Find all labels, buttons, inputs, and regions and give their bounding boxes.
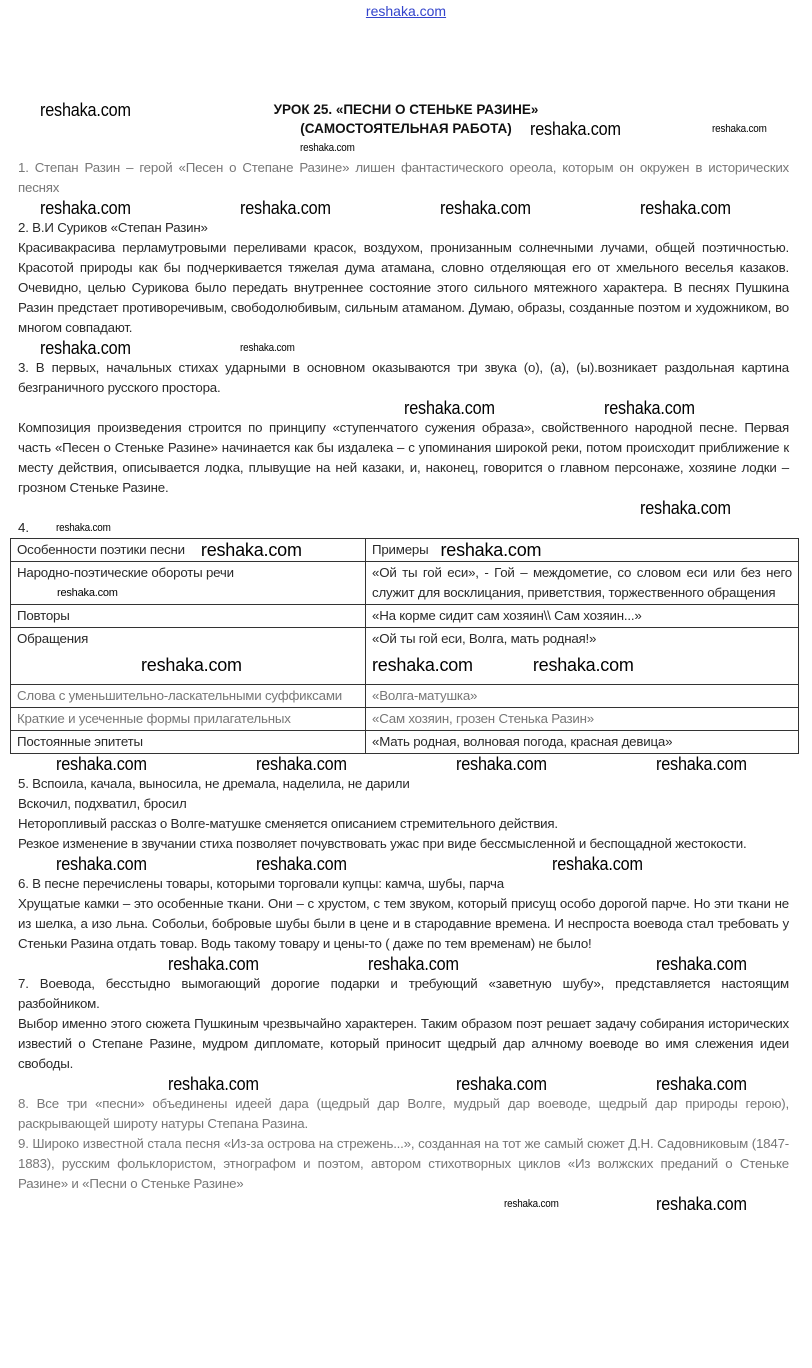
table-cell: Краткие и усеченные формы прилагательных [11, 708, 366, 731]
answer-3a [18, 358, 789, 398]
table-cell: «На корме сидит сам хозяин\\ Сам хозяин...» [366, 605, 799, 628]
answer-5-line: Неторопливый рассказ о Волге-матушке сменяется описанием стремительного действия. [18, 816, 558, 831]
watermark: reshaka.com [456, 754, 547, 774]
table-row [11, 562, 799, 605]
watermark: reshaka.com [640, 498, 731, 518]
watermark: reshaka.com [240, 342, 295, 354]
watermark: reshaka.com [256, 754, 347, 774]
watermark: reshaka.com [256, 854, 347, 874]
table-cell [11, 685, 366, 708]
watermark: reshaka.com [141, 655, 242, 675]
watermark: reshaka.com [240, 198, 331, 218]
answer-6-text-a: 6. В песне перечислены товары, которыми торговали купцы: камча, шубы, парча [18, 876, 504, 891]
table-cell-text: «Ой ты гой еси», - Гой – междометие, со словом еси или без него служит для восклицания, приветствия, торжественного обращения [372, 565, 792, 600]
table-row [11, 628, 799, 685]
answer-6 [18, 874, 789, 954]
table-cell-text: Слова с уменьшительно-ласкательными суффиксами [17, 688, 342, 703]
watermark: reshaka.com [530, 119, 621, 139]
watermark-row [0, 1074, 812, 1094]
answer-4-label [18, 518, 812, 538]
table-row [11, 731, 799, 754]
answer-4-number: 4. [18, 520, 30, 535]
answer-1 [18, 158, 789, 198]
watermark: reshaka.com [656, 1194, 747, 1214]
table-cell [366, 562, 799, 605]
watermark-line [372, 649, 792, 683]
watermark: reshaka.com [168, 1074, 259, 1094]
watermark: reshaka.com [656, 754, 747, 774]
watermark-row [0, 138, 812, 158]
answer-7 [18, 974, 789, 1074]
answer-7-text-a: 7. Воевода, бесстыдно вымогающий дорогие подарки и требующий «заветную шубу», представляется настоящим разбойником. [18, 976, 789, 1011]
answer-5-line: Резкое изменение в звучании стиха позволяет почувствовать ужас при виде бессмысленной и беспощадной жестокости. [18, 836, 747, 851]
table-row [11, 708, 799, 731]
watermark: reshaka.com [504, 1198, 559, 1210]
table-cell: Постоянные эпитеты [11, 731, 366, 754]
answer-3b [18, 418, 789, 498]
answer-1-text: 1. Степан Разин – герой «Песен о Степане Разине» лишен фантастического ореола, которым он окружен в исторических песнях [18, 160, 789, 195]
answer-2-text: Красивакрасива перламутровыми переливами красок, воздухом, пронизанным солнечными лучами, общей поэтичностью. Красотой природы как бы подчеркивается тяжелая дума атамана, словно отделяющая его от хмельного веселья казаков. Очевидно, целью Сурикова было передать внутреннее состояние этого сильного мятежного характера. В песнях Пушкина Разин предстает противоречивым, свободолюбивым, сильным атаманом. Думаю, образы, созданные поэтом и художником, во многом совпадают. [18, 240, 789, 335]
watermark: reshaka.com [656, 954, 747, 974]
answer-5-line: 5. Вспоила, качала, выносила, не дремала, наделила, не дарили [18, 776, 410, 791]
watermark-line [17, 583, 359, 603]
watermark: reshaka.com [40, 100, 131, 120]
page-subtitle: (САМОСТОЯТЕЛЬНАЯ РАБОТА) [300, 121, 512, 136]
table-header-row [11, 539, 799, 562]
watermark: reshaka.com [640, 198, 731, 218]
watermark: reshaka.com [456, 1074, 547, 1094]
watermark: reshaka.com [712, 123, 767, 135]
answer-6-text-b: Хрущатые камки – это особенные ткани. Они – с хрустом, с тем звуком, который присущ особо дорогой парче. Но эти ткани не из шелка, а изо льна. Собольи, бобровые шубы были в цене и в стародавние времена. И неспроста воевода стал требовать у Стеньки Разина отдать товар. Водь такому товару и цены-то ( даже по тем временам) не было! [18, 896, 789, 951]
table-cell: «Мать родная, волновая погода, красная девица» [366, 731, 799, 754]
table-cell-text: Народно-поэтические обороты речи [17, 565, 234, 580]
watermark: reshaka.com [372, 655, 473, 675]
watermark-row [0, 198, 812, 218]
table-cell: «Сам хозяин, грозен Стенька Разин» [366, 708, 799, 731]
watermark-row [0, 954, 812, 974]
table-cell [11, 628, 366, 685]
watermark-row [0, 854, 812, 874]
answer-3-text-a: 3. В первых, начальных стихах ударными в основном оказываются три звука (о), (а), (ы).возникает раздольная картина безграничного русского простора. [18, 360, 789, 395]
table-cell-text: «Ой ты гой еси, Волга, мать родная!» [372, 631, 597, 646]
watermark: reshaka.com [57, 587, 118, 599]
answer-8-text: 8. Все три «песни» объединены идеей дара (щедрый дар Волге, мудрый дар воеводе, щедрый дар природы герою), раскрывающей широту натуры Степана Разина. [18, 1096, 789, 1131]
watermark: reshaka.com [56, 522, 111, 534]
watermark: reshaka.com [440, 198, 531, 218]
table-header: Примеры [372, 542, 429, 557]
answer-3-text-b: Композиция произведения строится по принципу «ступенчатого сужения образа», свойственного народной песне. Первая часть «Песен о Стеньке Разине» начинается как бы издалека – с упоминания широкой реки, потом происходит приближение к месту действия, описывается лодка, плывущие на ней казаки, и, наконец, говорится о главном персонаже, хозяине лодки – грозном Стеньке Разине. [18, 420, 789, 495]
poetics-table [10, 538, 799, 754]
answer-8-9 [18, 1094, 789, 1194]
watermark: reshaka.com [656, 1074, 747, 1094]
page-title: УРОК 25. «ПЕСНИ О СТЕНЬКЕ РАЗИНЕ» [273, 102, 539, 117]
watermark: reshaka.com [404, 398, 495, 418]
title-row-2 [0, 119, 812, 138]
watermark-row [0, 1194, 812, 1214]
watermark: reshaka.com [56, 854, 147, 874]
watermark: reshaka.com [604, 398, 695, 418]
title-row-1 [0, 100, 812, 119]
table-cell: Повторы [11, 605, 366, 628]
table-header-cell [366, 539, 799, 562]
watermark: reshaka.com [532, 655, 634, 675]
answer-9-text: 9. Широко известной стала песня «Из-за острова на стрежень...», созданная на тот же самый сюжет Д.Н. Садовниковым (1847-1883), русским фольклористом, этнографом и поэтом, автором стихотворных циклов «Из волжских преданий о Стеньке Разине» и «Песни о Стеньке Разине» [18, 1136, 789, 1191]
table-row [11, 685, 799, 708]
watermark-line [17, 649, 359, 683]
watermark-row [0, 754, 812, 774]
table-cell [366, 628, 799, 685]
watermark: reshaka.com [40, 198, 131, 218]
answer-2-title: 2. В.И Суриков «Степан Разин» [18, 220, 208, 235]
answer-2 [18, 218, 789, 338]
answer-5-line: Вскочил, подхватил, бросил [18, 796, 187, 811]
answer-5 [18, 774, 789, 854]
watermark-row [0, 498, 812, 518]
watermark: reshaka.com [40, 338, 131, 358]
watermark: reshaka.com [200, 540, 302, 560]
top-watermark-link[interactable]: reshaka.com [365, 3, 447, 19]
watermark: reshaka.com [300, 142, 355, 154]
watermark: reshaka.com [368, 954, 459, 974]
watermark: reshaka.com [56, 754, 147, 774]
table-header-cell [11, 539, 366, 562]
answer-7-text-b: Выбор именно этого сюжета Пушкиным чрезвычайно характерен. Таким образом поэт решает задачу собирания исторических известий о Степане Разине, мудром дипломате, который приносит щедрый дар алчному воеводе во имя слежения идеи свободы. [18, 1016, 789, 1071]
table-cell: «Волга-матушка» [366, 685, 799, 708]
table-cell [11, 562, 366, 605]
watermark-row [0, 338, 812, 358]
table-cell-text: Обращения [17, 631, 89, 646]
watermark: reshaka.com [552, 854, 643, 874]
table-header: Особенности поэтики песни [17, 542, 185, 557]
watermark: reshaka.com [168, 954, 259, 974]
watermark: reshaka.com [440, 540, 542, 560]
watermark-row [0, 398, 812, 418]
table-row [11, 605, 799, 628]
